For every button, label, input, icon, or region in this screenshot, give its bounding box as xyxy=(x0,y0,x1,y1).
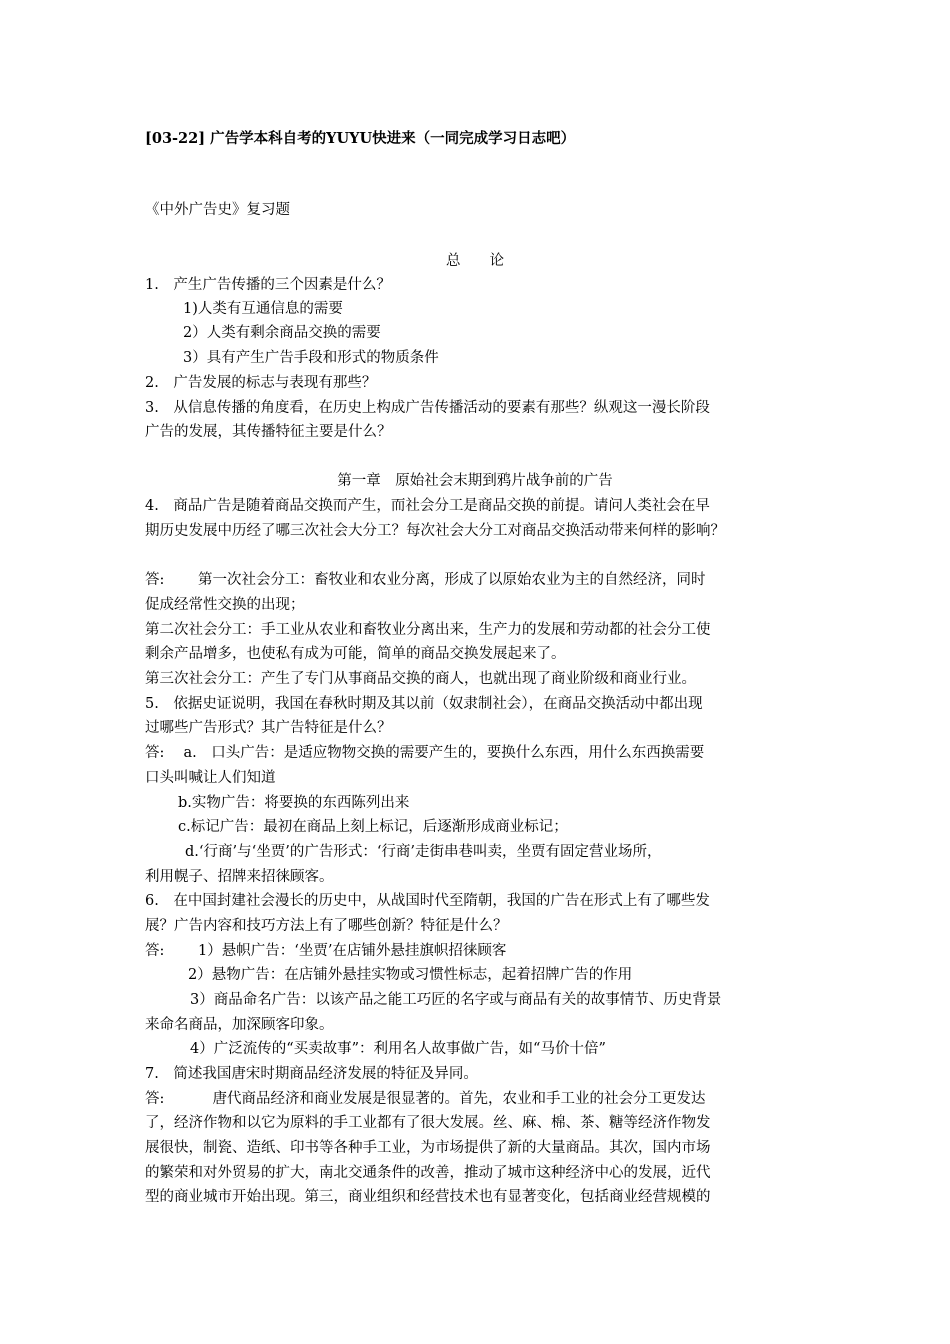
question-3-line-1: 3. 从信息传播的角度看，在历史上构成广告传播活动的要素有那些？纵观这一漫长阶段 xyxy=(145,400,710,416)
answer-6-item-2: 2）悬物广告：在店铺外悬挂实物或习惯性标志，起着招牌广告的作用 xyxy=(188,967,633,983)
answer-5-item-c: c.标记广告：最初在商品上刻上标记，后逐渐形成商业标记； xyxy=(178,819,568,835)
chapter-1-heading: 第一章 原始社会末期到鸦片战争前的广告 xyxy=(337,473,613,489)
answer-7-line-4: 的繁荣和对外贸易的扩大，南北交通条件的改善，推动了城市这种经济中心的发展，近代 xyxy=(145,1165,711,1181)
question-6-line-2: 展？广告内容和技巧方法上有了哪些创新？特征是什么？ xyxy=(145,918,508,934)
answer-4-line-5: 第三次社会分工：产生了专门从事商品交换的商人，也就出现了商业阶级和商业行业。 xyxy=(145,671,696,687)
answer-4-line-3: 第二次社会分工：手工业从农业和畜牧业分离出来，生产力的发展和劳动都的社会分工使 xyxy=(145,622,711,638)
answer-7-line-1: 答: 唐代商品经济和商业发展是很显著的。首先，农业和手工业的社会分工更发达 xyxy=(145,1091,706,1107)
answer-1-item-3: 3）具有产生广告手段和形式的物质条件 xyxy=(183,350,439,366)
answer-1-item-1: 1)人类有互通信息的需要 xyxy=(183,301,343,317)
answer-5-item-b: b.实物广告：将要换的东西陈列出来 xyxy=(178,795,410,811)
answer-4-line-4: 剩余产品增多，也使私有成为可能，简单的商品交换发展起来了。 xyxy=(145,646,566,662)
answer-7-line-3: 展很快，制瓷、造纸、印书等各种手工业，为市场提供了新的大量商品。其次，国内市场 xyxy=(145,1140,711,1156)
answer-6-item-4: 4）广泛流传的“买卖故事”：利用名人故事做广告，如“马价十倍” xyxy=(190,1041,606,1057)
answer-6-item-1: 答: 1）悬帜广告：‘坐贾’在店铺外悬挂旗帜招徕顾客 xyxy=(145,943,507,959)
answer-5-line-2: 口头叫喊让人们知道 xyxy=(145,770,276,786)
question-5-line-1: 5. 依据史证说明，我国在春秋时期及其以前（奴隶制社会），在商品交换活动中都出现 xyxy=(145,696,703,712)
answer-5-item-d-line-2: 利用幌子、招牌来招徕顾客。 xyxy=(145,869,334,885)
answer-4-line-1: 答: 第一次社会分工：畜牧业和农业分离，形成了以原始农业为主的自然经济，同时 xyxy=(145,572,706,588)
question-7: 7. 简述我国唐宋时期商品经济发展的特征及异同。 xyxy=(145,1066,478,1082)
answer-6-item-3-line-2: 来命名商品，加深顾客印象。 xyxy=(145,1017,334,1033)
answer-1-item-2: 2）人类有剩余商品交换的需要 xyxy=(183,325,381,341)
doc-subtitle: 《中外广告史》复习题 xyxy=(145,202,290,218)
section-heading-general: 总 论 xyxy=(446,253,504,269)
question-6-line-1: 6. 在中国封建社会漫长的历史中，从战国时代至隋朝，我国的广告在形式上有了哪些发 xyxy=(145,893,710,909)
question-2: 2. 广告发展的标志与表现有那些？ xyxy=(145,375,377,391)
question-1: 1. 产生广告传播的三个因素是什么？ xyxy=(145,277,391,293)
question-4-line-1: 4. 商品广告是随着商品交换而产生，而社会分工是商品交换的前提。请问人类社会在早 xyxy=(145,498,710,514)
question-4-line-2: 期历史发展中历经了哪三次社会大分工？每次社会大分工对商品交换活动带来何样的影响？ xyxy=(145,523,725,539)
answer-4-line-2: 促成经常性交换的出现； xyxy=(145,597,305,613)
answer-7-line-5: 型的商业城市开始出现。第三，商业组织和经营技术也有显著变化，包括商业经营规模的 xyxy=(145,1189,711,1205)
answer-5-line-1: 答: a. 口头广告：是适应物物交换的需要产生的，要换什么东西，用什么东西换需要 xyxy=(145,745,705,761)
doc-title: [03-22] 广告学本科自考的YUYU快进来（一同完成学习日志吧） xyxy=(145,130,576,147)
answer-6-item-3-line-1: 3）商品命名广告：以该产品之能工巧匠的名字或与商品有关的故事情节、历史背景 xyxy=(190,992,722,1008)
answer-7-line-2: 了，经济作物和以它为原料的手工业都有了很大发展。丝、麻、棉、茶、糖等经济作物发 xyxy=(145,1115,711,1131)
question-3-line-2: 广告的发展，其传播特征主要是什么？ xyxy=(145,424,392,440)
answer-5-item-d-line-1: d.‘行商’与‘坐贾’的广告形式：‘行商’走街串巷叫卖，坐贾有固定营业场所， xyxy=(185,844,662,860)
question-5-line-2: 过哪些广告形式？其广告特征是什么？ xyxy=(145,720,392,736)
